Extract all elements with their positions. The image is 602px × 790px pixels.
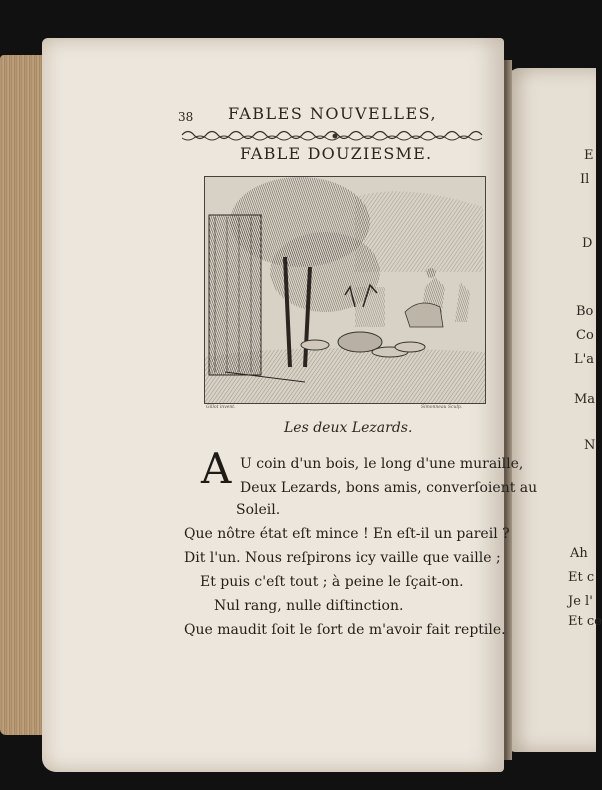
verse-line: Deux Lezards, bons amis, converſoient au bbox=[240, 480, 538, 496]
facing-page bbox=[506, 68, 596, 752]
engraving-credit-left: Gillot invent. bbox=[206, 405, 236, 410]
verse-line: Soleil. bbox=[236, 502, 281, 518]
verse-line: Nul rang, nulle diſtinction. bbox=[214, 598, 404, 614]
facing-page-fragment: Ah bbox=[570, 546, 588, 561]
running-head: FABLES NOUVELLES, bbox=[228, 104, 438, 123]
verse-line: U coin d'un bois, le long d'une muraille, bbox=[240, 456, 524, 472]
drop-cap: A bbox=[201, 444, 232, 493]
engraving-caption: Les deux Lezards. bbox=[284, 420, 413, 436]
page-number: 38 bbox=[178, 110, 194, 124]
ornamental-rule bbox=[180, 126, 490, 144]
verse-line: Que nôtre état eſt mince ! En eſt-il un pareil ? bbox=[184, 526, 510, 542]
verse-line: Que maudit ſoit le ſort de m'avoir fait reptile. bbox=[184, 622, 506, 638]
facing-page-fragment: E bbox=[584, 148, 594, 163]
facing-page-fragment: L'a bbox=[574, 352, 594, 367]
verse-line: Dit l'un. Nous reſpirons icy vaille que vaille ; bbox=[184, 550, 501, 566]
facing-page-fragment: D bbox=[582, 236, 593, 251]
facing-page-fragment: Et c bbox=[568, 570, 595, 585]
facing-page-fragment: N bbox=[584, 438, 596, 453]
facing-page-fragment: Je l' bbox=[568, 594, 593, 609]
facing-page-fragment: Ma bbox=[574, 392, 596, 407]
facing-page-fragment: Bo bbox=[576, 304, 594, 319]
facing-page-fragment: Et ce bbox=[568, 614, 602, 629]
engraving-illustration bbox=[204, 176, 486, 404]
facing-page-fragment: Il bbox=[580, 172, 590, 187]
verse-line: Et puis c'eſt tout ; à peine le ſçait-on. bbox=[200, 574, 464, 590]
facing-page-fragment: Co bbox=[576, 328, 594, 343]
fable-title: FABLE DOUZIESME. bbox=[240, 144, 433, 163]
engraving-credit-right: Simonneau Sculp. bbox=[421, 405, 463, 410]
